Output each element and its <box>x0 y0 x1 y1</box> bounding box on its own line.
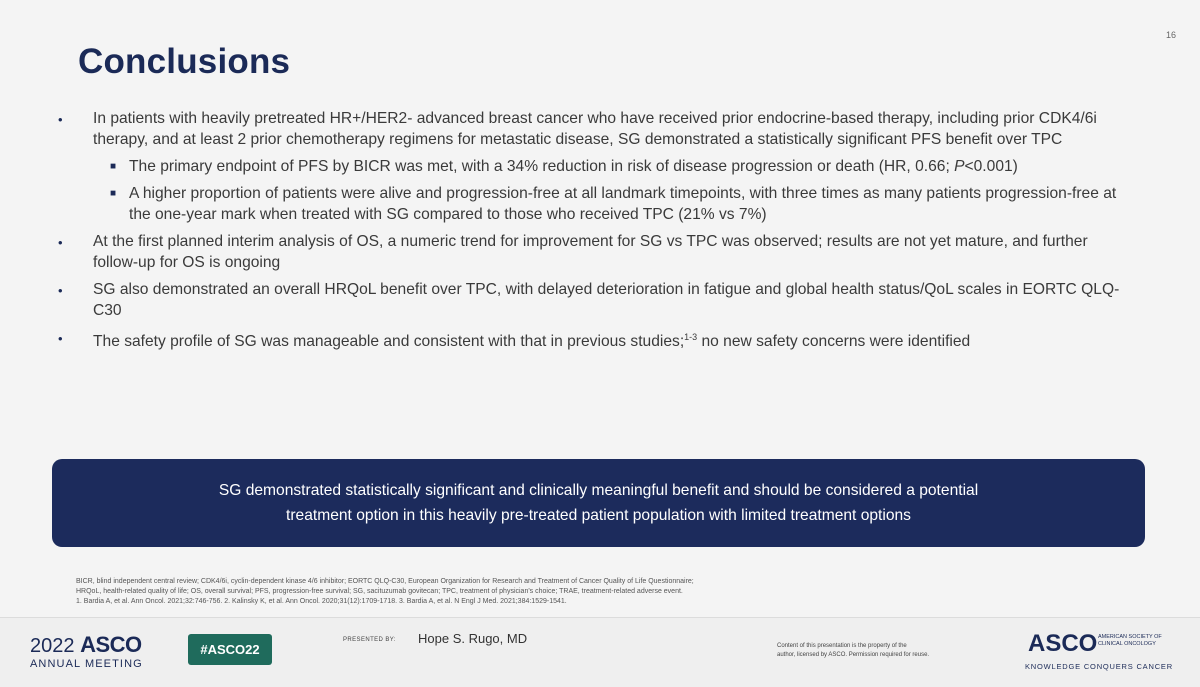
slide-number: 16 <box>1166 30 1177 40</box>
bullet-safety <box>54 327 1134 352</box>
key-message-callout <box>52 459 1145 547</box>
slide-footer <box>0 617 1200 687</box>
footnote-abbreviations-2: HRQoL, health-related quality of life; OS, overall survival; PFS, progression-free survival; SG, sacituzumab govitecan; TPC, treatment of physician's choice; TRAE, treatment-related adverse event. <box>76 588 683 595</box>
society-line-2: CLINICAL ONCOLOGY <box>1098 641 1156 647</box>
p-value-symbol: P <box>954 158 965 175</box>
bullet-text-continued: no new safety concerns were identified <box>697 333 971 351</box>
presented-by-label: PRESENTED BY: <box>343 637 396 643</box>
bullet-text: SG also demonstrated an overall HRQoL benefit over TPC, with delayed deterioration in fatigue and global health status/QoL scales in EORTC QLQ-C30 <box>93 281 1120 319</box>
slide-title: Conclusions <box>78 42 291 81</box>
bullet-dot-icon: • <box>58 283 63 298</box>
meeting-logo <box>30 632 142 658</box>
copyright-notice <box>777 642 1037 660</box>
square-bullet-icon: ■ <box>110 188 117 199</box>
presenter-name: Hope S. Rugo, MD <box>418 631 528 646</box>
sub-bullet-primary-endpoint <box>54 156 1134 177</box>
square-bullet-icon: ■ <box>110 161 117 172</box>
sub-bullet-landmark <box>54 183 1134 225</box>
reference-superscript: 1-3 <box>684 332 698 342</box>
bullet-hrqol <box>54 279 1134 321</box>
meeting-name: ANNUAL MEETING <box>30 658 143 670</box>
hashtag-badge: #ASCO22 <box>188 634 272 665</box>
footnote-abbreviations-1: BICR, blind independent central review; CDK4/6i, cyclin-dependent kinase 4/6 inhibitor; EORTC QLQ-C30, European Organization for Research and Treatment of Cancer Quality of Life Questionnaire; <box>76 578 694 585</box>
callout-line-2: treatment option in this heavily pre-treated patient population with limited treatment options <box>286 507 911 524</box>
callout-line-1: SG demonstrated statistically significant and clinically meaningful benefit and should be considered a potential <box>218 482 979 499</box>
copyright-line-2: author, licensed by ASCO. Permission required for reuse. <box>777 652 930 658</box>
sub-bullet-text: A higher proportion of patients were alive and progression-free at all landmark timepoints, with three times as many patients progression-free at the one-year mark when treated with SG compared to those who received TPC (21% vs 7%) <box>129 185 1117 223</box>
society-name <box>1098 634 1188 648</box>
bullet-dot-icon: • <box>58 112 63 127</box>
bullet-text: The safety profile of SG was manageable and consistent with that in previous studies; <box>93 333 685 351</box>
bullet-dot-icon: • <box>58 331 63 346</box>
sub-bullet-text: The primary endpoint of PFS by BICR was met, with a 34% reduction in risk of disease progression or death (HR, 0.66; <box>129 158 955 175</box>
bullet-os <box>54 231 1134 273</box>
footnotes <box>76 577 996 607</box>
footnote-references: 1. Bardia A, et al. Ann Oncol. 2021;32:746-756. 2. Kalinsky K, et al. Ann Oncol. 2020;31(12):1709-1718. 3. Bardia A, et al. N Engl J Med. 2021;384:1529-1541. <box>76 598 567 605</box>
p-value-text: <0.001) <box>964 158 1018 175</box>
meeting-year: 2022 <box>30 635 75 657</box>
bullet-text: In patients with heavily pretreated HR+/HER2- advanced breast cancer who have received prior endocrine-based therapy, including prior CDK4/6i therapy, and at least 2 prior chemotherapy regimens for metastatic disease, SG demonstrated a statistically significant PFS benefit over TPC <box>93 110 1097 148</box>
society-line-1: AMERICAN SOCIETY OF <box>1098 634 1162 640</box>
meeting-org: ASCO <box>80 632 142 657</box>
asco-tagline: KNOWLEDGE CONQUERS CANCER <box>1025 662 1173 671</box>
bullet-text: At the first planned interim analysis of OS, a numeric trend for improvement for SG vs TPC was observed; results are not yet mature, and further follow-up for OS is ongoing <box>93 233 1088 271</box>
copyright-line-1: Content of this presentation is the property of the <box>777 643 907 649</box>
asco-logo: ASCO <box>1028 630 1098 657</box>
bullet-dot-icon: • <box>58 235 63 250</box>
conclusion-list <box>54 108 1134 358</box>
bullet-pfs-benefit <box>54 108 1134 150</box>
